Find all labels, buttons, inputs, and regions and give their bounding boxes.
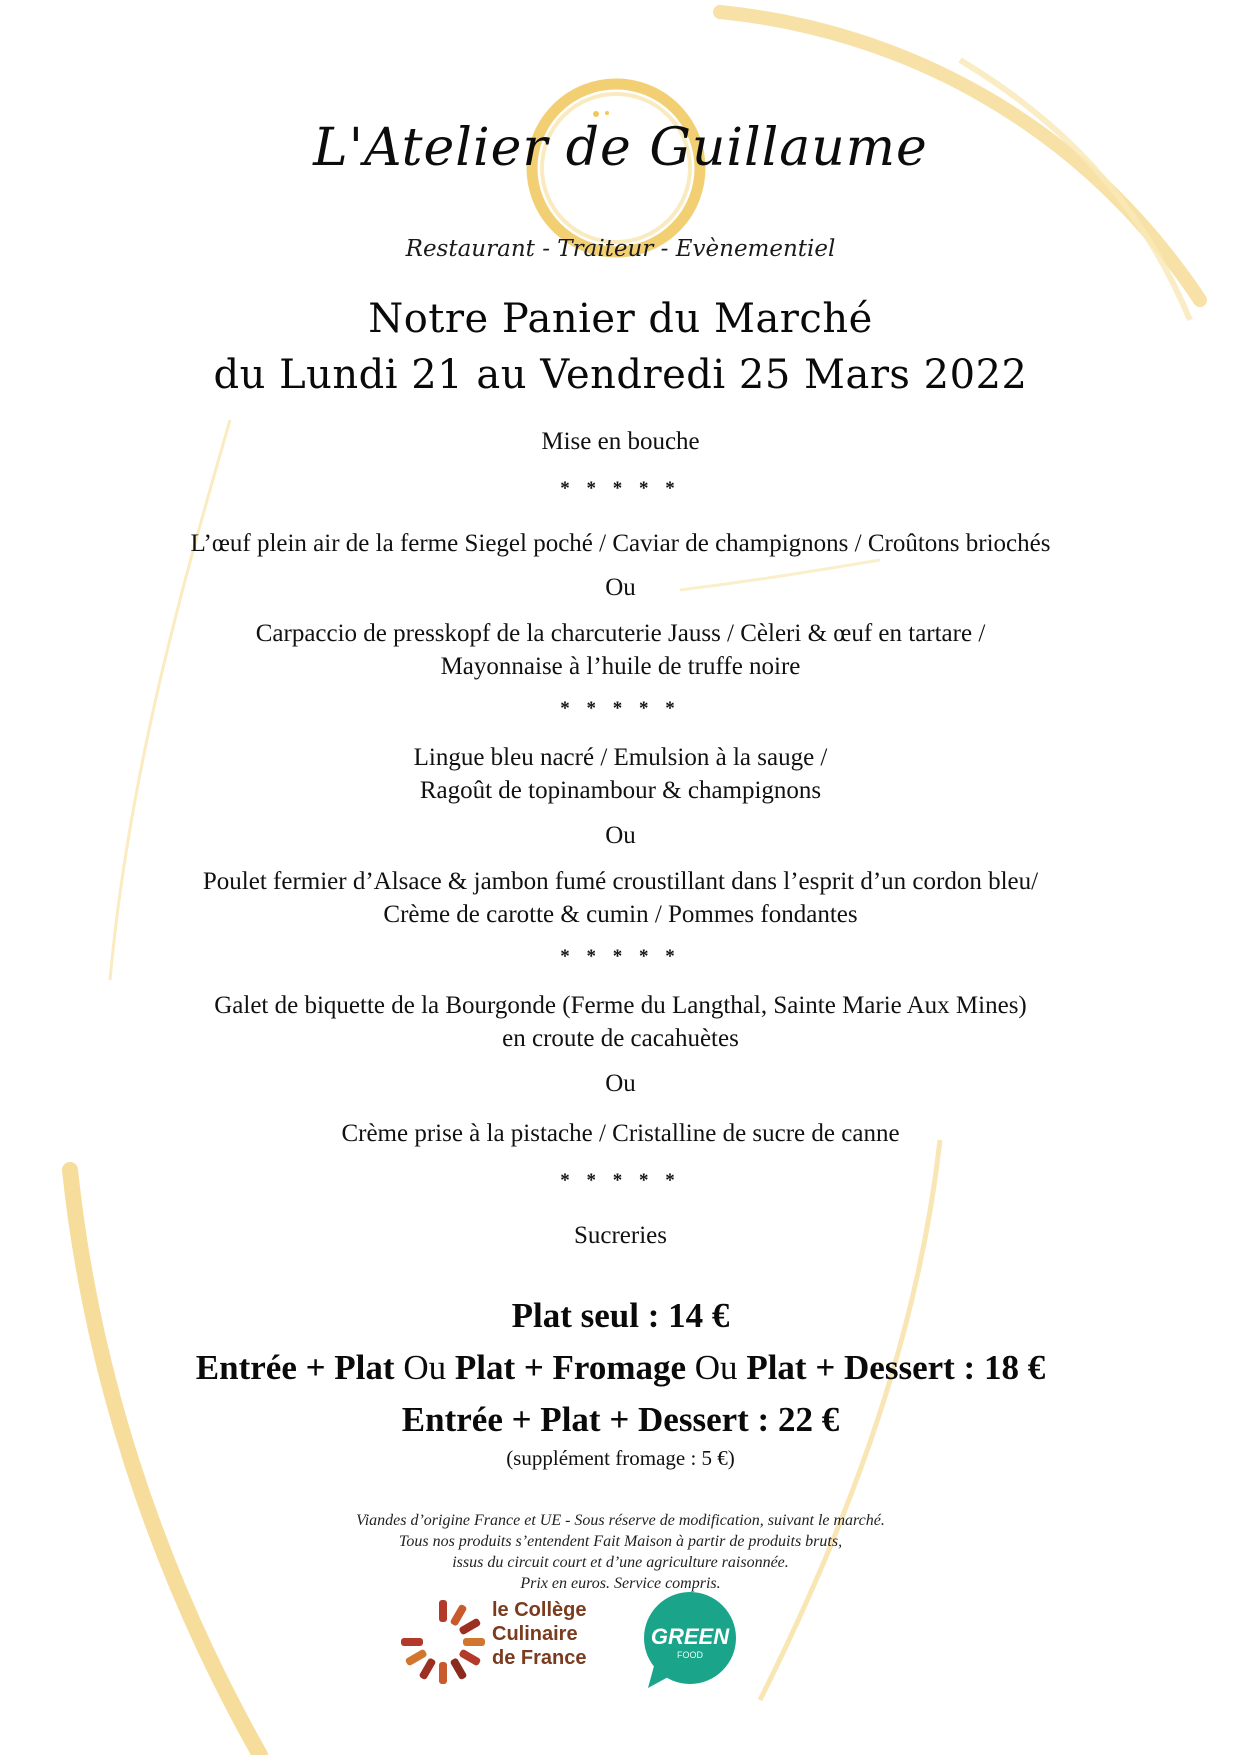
college-culinaire-wordmark [492,1598,586,1670]
footer-origin-note: Viandes d’origine France et UE - Sous réserve de modification, suivant le marché. [356,1512,885,1529]
college-culinaire-emblem [398,1592,488,1692]
menu-or: Ou [605,1070,636,1097]
menu-starter-2-line-1: Carpaccio de presskopf de la charcuterie Jauss / Cèleri & œuf en tartare / [255,620,986,647]
brand-tagline: Restaurant - Traiteur - Evènementiel [405,236,836,262]
college-line-2: Culinaire [492,1623,578,1645]
green-food-label: GREEN [650,1624,730,1649]
menu-cheese-line-2: en croute de cacahuètes [502,1025,739,1052]
menu-separator: * * * * * [560,698,681,719]
price-two-courses-option-b: Plat + Fromage [454,1348,687,1387]
page-subtitle-dates: du Lundi 21 au Vendredi 25 Mars 2022 [213,352,1028,398]
menu-amuse-bouche: Mise en bouche [541,428,700,455]
price-two-courses-option-c: Plat + Dessert : 18 € [746,1348,1046,1387]
restaurant-logo [0,0,1241,280]
price-or: Ou [686,1348,747,1387]
menu-main-1-line-1: Lingue bleu nacré / Emulsion à la sauge / [413,744,828,771]
footer-sourcing-note: issus du circuit court et d’une agriculture raisonnée. [452,1554,789,1571]
green-food-badge [640,1590,742,1690]
college-line-1: le Collège [492,1599,587,1621]
green-food-sublabel: FOOD [677,1650,703,1660]
page-title: Notre Panier du Marché [368,296,873,342]
menu-cheese-line-1: Galet de biquette de la Bourgonde (Ferme du Langthal, Sainte Marie Aux Mines) [214,992,1027,1019]
menu-separator: * * * * * [560,478,681,499]
menu-separator: * * * * * [560,946,681,967]
menu-sweets: Sucreries [573,1222,668,1249]
price-two-courses-option-a: Entrée + Plat [195,1348,395,1387]
footer-homemade-note: Tous nos produits s’entendent Fait Maison à partir de produits bruts, [398,1533,843,1550]
price-three-courses: Entrée + Plat + Dessert : 22 € [401,1400,840,1439]
price-cheese-supplement: (supplément fromage : 5 €) [506,1446,735,1470]
menu-or: Ou [605,574,636,601]
menu-main-2-line-2: Crème de carotte & cumin / Pommes fondantes [383,901,858,928]
price-two-courses [0,1348,1241,1388]
price-single-dish: Plat seul : 14 € [511,1296,730,1335]
price-or: Ou [394,1348,455,1387]
menu-separator: * * * * * [560,1170,681,1191]
footer-price-note: Prix en euros. Service compris. [520,1575,721,1592]
brand-name: L'Atelier de Guillaume [313,118,928,178]
menu-main-1-line-2: Ragoût de topinambour & champignons [419,777,822,804]
college-culinaire-logo [398,1592,598,1692]
college-line-3: de France [492,1647,587,1669]
menu-main-2-line-1: Poulet fermier d’Alsace & jambon fumé croustillant dans l’esprit d’un cordon bleu/ [202,868,1039,895]
menu-starter-1: L’œuf plein air de la ferme Siegel poché / Caviar de champignons / Croûtons briochés [190,530,1051,557]
menu-dessert: Crème prise à la pistache / Cristalline de sucre de canne [341,1120,900,1147]
menu-starter-2-line-2: Mayonnaise à l’huile de truffe noire [440,653,801,680]
menu-or: Ou [605,822,636,849]
